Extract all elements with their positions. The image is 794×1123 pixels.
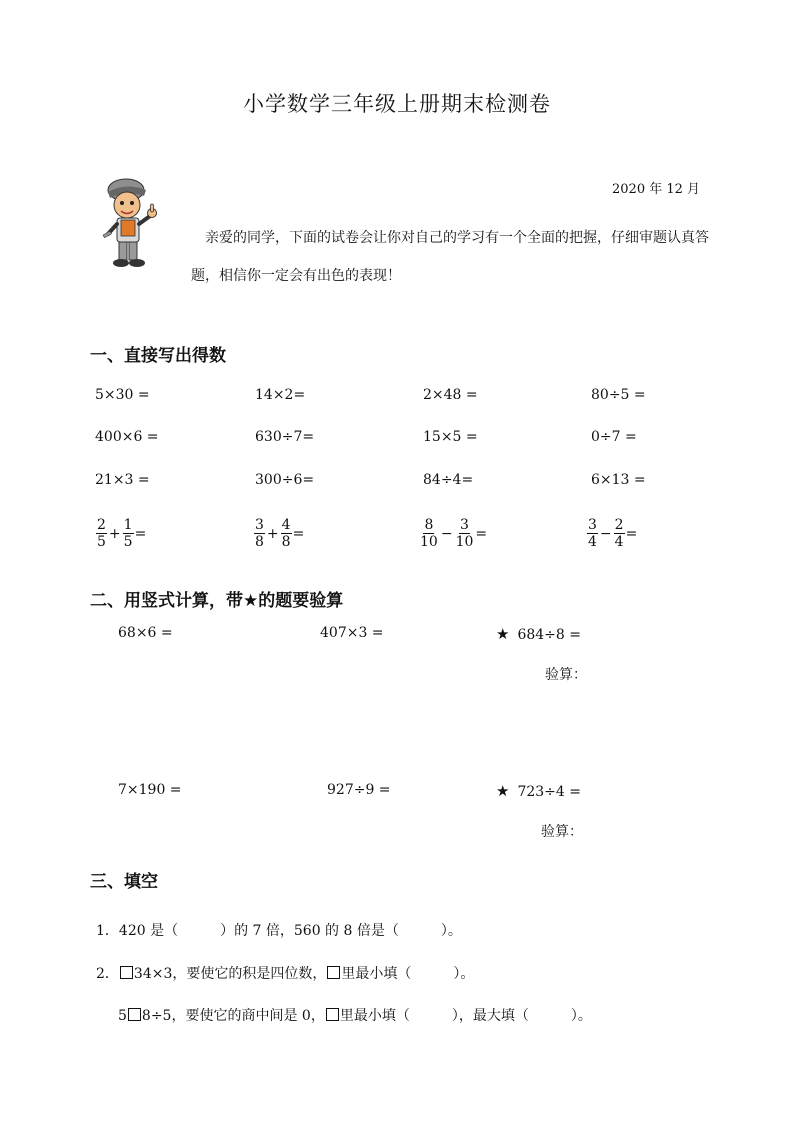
operator: − [440, 525, 453, 542]
calc-item: 300÷6= [255, 472, 315, 488]
check-label: 验算： [541, 824, 583, 840]
fill-question-1: 1．420 是（ ）的 7 倍，560 的 8 倍是（ ）。 [96, 923, 462, 939]
question-text: 里最小填（ ）。 [341, 966, 475, 982]
calc-item: 6×13 = [591, 472, 646, 488]
denominator: 5 [97, 534, 106, 550]
vertical-calc-item: 927÷9 = [327, 782, 391, 798]
calc-item: 80÷5 = [591, 387, 646, 403]
star-icon: ★ [496, 782, 510, 800]
equals: = [475, 525, 488, 542]
mascot-boy-thumbs-up-icon [100, 176, 162, 268]
calc-item: 0÷7 = [591, 429, 637, 445]
numerator: 8 [424, 517, 434, 533]
star-icon: ★ [496, 625, 510, 643]
calc-item: 14×2= [255, 387, 306, 403]
blank-box [327, 966, 340, 979]
denominator: 4 [588, 534, 597, 550]
section-2-heading: 二、用竖式计算，带★的题要验算 [90, 591, 344, 611]
fraction [587, 517, 598, 550]
calc-item: 15×5 = [423, 429, 478, 445]
denominator: 10 [455, 534, 474, 550]
fraction [281, 517, 292, 550]
denominator: 8 [255, 534, 264, 550]
numerator: 1 [123, 517, 133, 533]
fraction [254, 517, 265, 550]
blank-box [326, 1008, 339, 1021]
question-text: 5 [118, 1008, 127, 1024]
numerator: 3 [460, 517, 469, 533]
calc-item: 21×3 = [95, 472, 150, 488]
fraction-problem [418, 517, 487, 550]
numerator: 2 [97, 517, 106, 533]
calc-item: 400×6 = [95, 429, 159, 445]
denominator: 5 [123, 534, 133, 550]
question-number: 2． [96, 966, 119, 982]
vertical-calc-item: 7×190 = [118, 782, 182, 798]
exam-date: 2020 年 12 月 [612, 182, 701, 197]
fill-question-2 [96, 963, 474, 983]
numerator: 2 [614, 517, 624, 533]
denominator: 4 [614, 534, 624, 550]
blank-box [120, 966, 133, 979]
fill-question-2b [118, 1005, 592, 1025]
operator: + [266, 525, 279, 542]
vertical-calc-item: 407×3 = [320, 625, 384, 641]
equals: = [292, 525, 305, 542]
numerator: 3 [588, 517, 597, 533]
check-label: 验算： [545, 667, 587, 683]
numerator: 4 [281, 517, 291, 533]
fraction-problem [253, 517, 304, 550]
page-title: 小学数学三年级上册期末检测卷 [243, 92, 551, 116]
denominator: 8 [281, 534, 291, 550]
vertical-calc-item: 68×6 = [118, 625, 173, 641]
starred-calc-item [496, 625, 581, 643]
calc-item: 630÷7= [255, 429, 315, 445]
calc-expression: 723÷4 = [517, 784, 581, 800]
calc-item: 84÷4= [423, 472, 474, 488]
fraction [614, 517, 625, 550]
starred-calc-item [496, 782, 581, 800]
calc-item: 5×30 = [95, 387, 150, 403]
fraction [455, 517, 475, 550]
operator: + [108, 525, 121, 542]
denominator: 10 [420, 534, 438, 550]
calc-item: 2×48 = [423, 387, 478, 403]
fraction-problem [586, 517, 637, 550]
calc-expression: 684÷8 = [517, 627, 581, 643]
fraction [123, 517, 134, 550]
blank-box [128, 1008, 141, 1021]
fraction [419, 517, 439, 550]
intro-line-2: 题，相信你一定会有出色的表现！ [191, 268, 401, 284]
equals: = [134, 525, 147, 542]
section-3-heading: 三、填空 [90, 872, 158, 892]
fraction [96, 517, 107, 550]
numerator: 3 [255, 517, 264, 533]
question-text: 34×3，要使它的积是四位数， [133, 966, 327, 982]
intro-line-1: 亲爱的同学，下面的试卷会让你对自己的学习有一个全面的把握，仔细审题认真答 [205, 230, 709, 246]
section-1-heading: 一、直接写出得数 [90, 346, 226, 366]
equals: = [625, 525, 638, 542]
question-text: 里最小填（ ），最大填（ ）。 [339, 1008, 592, 1024]
operator: − [599, 525, 612, 542]
fraction-problem [95, 517, 146, 550]
question-text: 8÷5，要使它的商中间是 0， [141, 1008, 325, 1024]
